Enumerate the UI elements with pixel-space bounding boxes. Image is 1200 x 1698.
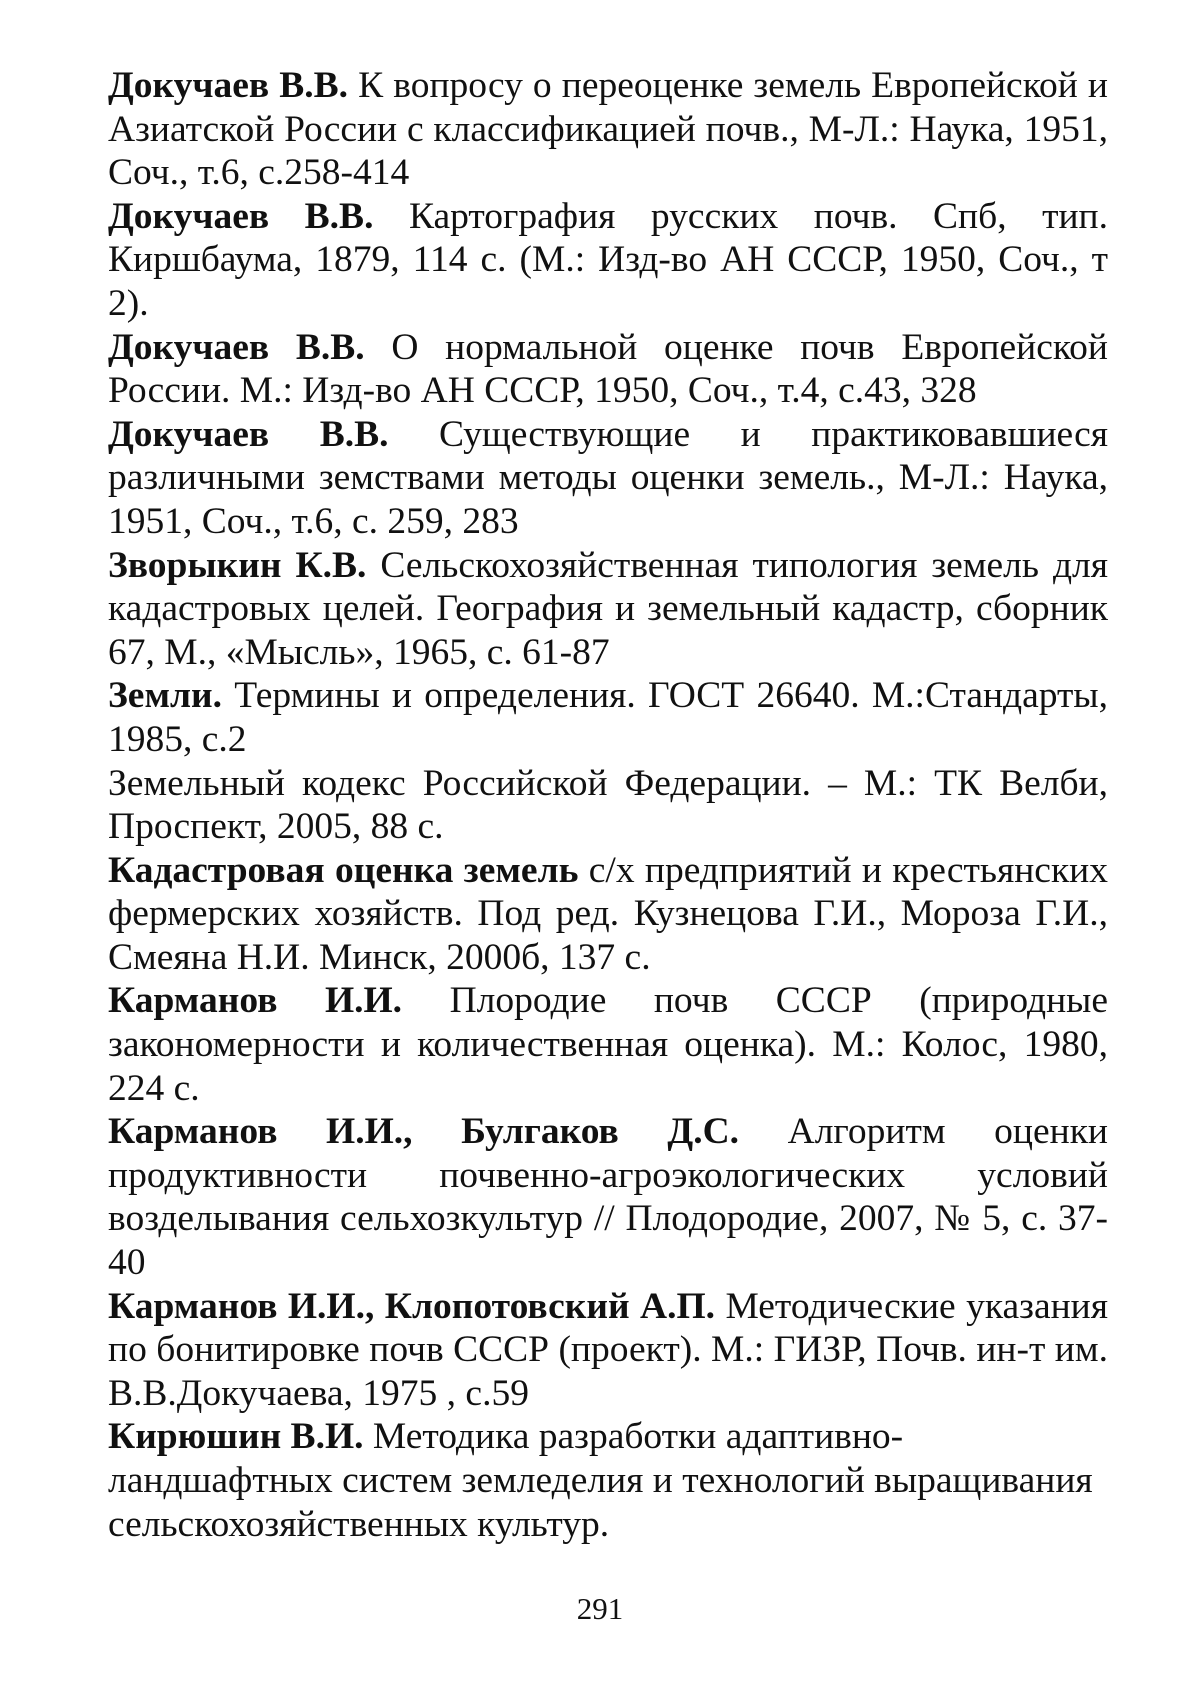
- entry-author: Кадастровая оценка земель: [108, 849, 579, 891]
- entry-text: Картография русских почв. Спб, тип. Киршбаума, 1879, 114 с. (М.: Изд-во АН СССР, 1950, Соч., т 2).: [108, 195, 1108, 324]
- entry-author: Земли.: [108, 675, 223, 717]
- bibliography-entry: [108, 1285, 1108, 1416]
- entry-text: Существующие и практиковавшиеся различными земствами методы оценки земель., М-Л.: Наука, 1951, Соч., т.6, с. 259, 283: [108, 413, 1108, 542]
- entry-author: Карманов И.И.: [108, 980, 403, 1022]
- entry-author: Зворыкин К.В.: [108, 544, 367, 586]
- entry-text: Методика разработки адаптивно-ландшафтных систем земледелия и технологий выращивания сельскохозяйственных культур.: [108, 1416, 1093, 1545]
- entry-author: Докучаев В.В.: [108, 413, 389, 455]
- entry-author: Карманов И.И., Клопотовский А.П.: [108, 1285, 715, 1327]
- entry-author: Докучаев В.В.: [108, 326, 365, 368]
- bibliography-entry: [108, 195, 1108, 326]
- bibliography-entry: [108, 674, 1108, 761]
- bibliography-entry: [108, 326, 1108, 413]
- entry-author: Карманов И.И., Булгаков Д.С.: [108, 1111, 740, 1153]
- entry-text: Алгоритм оценки продуктивности почвенно-агроэкологических условий возделывания сельхозкультур // Плодородие, 2007, № 5, с. 37-40: [108, 1111, 1108, 1284]
- bibliography-list: [108, 64, 1108, 1546]
- entry-text: О нормальной оценке почв Европейской России. М.: Изд-во АН СССР, 1950, Соч., т.4, с.43, 328: [108, 326, 1108, 412]
- entry-text: Методические указания по бонитировке почв СССР (проект). М.: ГИЗР, Почв. ин-т им. В.В.Докучаева, 1975 , с.59: [108, 1285, 1108, 1414]
- entry-author: Докучаев В.В.: [108, 65, 349, 106]
- bibliography-entry: [108, 762, 1108, 849]
- entry-text: Плородие почв СССР (природные закономерности и количественная оценка). М.: Колос, 1980, 224 с.: [108, 980, 1108, 1109]
- bibliography-entry: [108, 413, 1108, 544]
- entry-text: Сельскохозяйственная типология земель для кадастровых целей. География и земельный кадастр, сборник 67, М., «Мысль», 1965, с. 61-87: [108, 544, 1109, 673]
- entry-author: Докучаев В.В.: [108, 195, 374, 237]
- entry-text: Земельный кодекс Российской Федерации. – М.: ТК Велби, Проспект, 2005, 88 с.: [108, 762, 1108, 848]
- page-number: 291: [576, 1591, 624, 1626]
- entry-author: Кирюшин В.И.: [108, 1416, 364, 1458]
- bibliography-entry: [108, 1110, 1108, 1284]
- bibliography-entry: [108, 1415, 1108, 1546]
- bibliography-entry: [108, 979, 1108, 1110]
- entry-text: с/х предприятий и крестьянских фермерских хозяйств. Под ред. Кузнецова Г.И., Мороза Г.И., Смеяна Н.И. Минск, 2000б, 137 с.: [108, 849, 1108, 978]
- entry-text: Термины и определения. ГОСТ 26640. М.:Стандарты, 1985, с.2: [108, 675, 1108, 760]
- bibliography-entry: [108, 849, 1108, 980]
- bibliography-entry: [108, 544, 1108, 675]
- entry-text: К вопросу о переоценке земель Европейской и Азиатской России с классификацией почв., М-Л.: Наука, 1951, Соч., т.6, с.258-414: [108, 65, 1108, 194]
- bibliography-entry: [108, 64, 1108, 195]
